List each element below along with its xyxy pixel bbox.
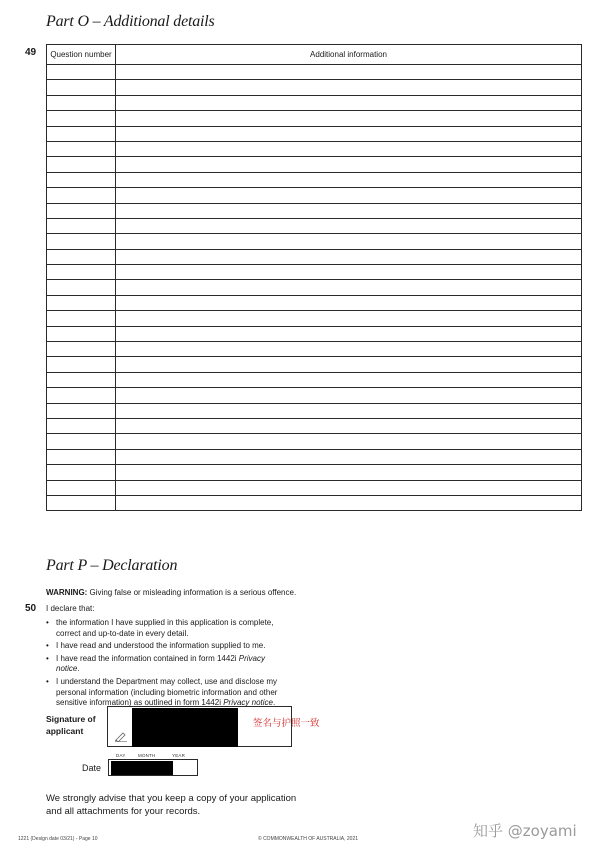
additional-information-cell[interactable]	[116, 265, 582, 280]
table-row	[47, 295, 582, 310]
privacy-notice-ref: Privacy notice	[223, 698, 273, 708]
table-row	[47, 172, 582, 187]
privacy-notice-ref: Privacy notice	[56, 653, 266, 674]
date-part-month: MONTH	[138, 753, 156, 758]
question-number-cell[interactable]	[47, 311, 116, 326]
additional-information-cell[interactable]	[116, 203, 582, 218]
additional-information-cell[interactable]	[116, 403, 582, 418]
question-number-cell[interactable]	[47, 218, 116, 233]
question-number-cell[interactable]	[47, 80, 116, 95]
additional-information-cell[interactable]	[116, 372, 582, 387]
additional-information-cell[interactable]	[116, 388, 582, 403]
table-row	[47, 403, 582, 418]
question-number-49: 49	[25, 47, 37, 58]
table-row	[47, 203, 582, 218]
table-row	[47, 388, 582, 403]
header-additional-information: Additional information	[116, 45, 582, 65]
additional-information-cell[interactable]	[116, 465, 582, 480]
additional-information-cell[interactable]	[116, 234, 582, 249]
question-number-cell[interactable]	[47, 172, 116, 187]
question-number-cell[interactable]	[47, 372, 116, 387]
table-row	[47, 357, 582, 372]
question-number-cell[interactable]	[47, 157, 116, 172]
declaration-list	[46, 618, 286, 711]
date-part-year: YEAR	[172, 753, 186, 758]
declaration-intro: I declare that:	[46, 604, 95, 613]
additional-information-cell[interactable]	[116, 295, 582, 310]
additional-information-cell[interactable]	[116, 326, 582, 341]
table-row	[47, 80, 582, 95]
additional-information-cell[interactable]	[116, 172, 582, 187]
question-number-cell[interactable]	[47, 480, 116, 495]
question-number-cell[interactable]	[47, 265, 116, 280]
additional-information-cell[interactable]	[116, 249, 582, 264]
additional-information-cell[interactable]	[116, 157, 582, 172]
question-number-cell[interactable]	[47, 234, 116, 249]
table-row	[47, 418, 582, 433]
additional-information-cell[interactable]	[116, 95, 582, 110]
part-o-title: Part O – Additional details	[46, 13, 215, 30]
table-row	[47, 265, 582, 280]
table-row	[47, 157, 582, 172]
warning-message: Giving false or misleading information is a serious offence.	[87, 588, 297, 597]
table-row	[47, 342, 582, 357]
table-row	[47, 218, 582, 233]
table-row	[47, 372, 582, 387]
additional-information-cell[interactable]	[116, 280, 582, 295]
footer-copyright: © COMMONWEALTH OF AUSTRALIA, 2021	[258, 836, 358, 842]
table-row	[47, 449, 582, 464]
additional-information-cell[interactable]	[116, 434, 582, 449]
additional-details-table	[46, 44, 582, 511]
question-number-cell[interactable]	[47, 388, 116, 403]
table-row	[47, 465, 582, 480]
question-number-cell[interactable]	[47, 95, 116, 110]
additional-information-cell[interactable]	[116, 188, 582, 203]
additional-information-cell[interactable]	[116, 65, 582, 80]
question-number-cell[interactable]	[47, 249, 116, 264]
declaration-item-2: • I have read and understood the information supplied to me.	[46, 641, 286, 652]
watermark: 知乎 @zoyami	[473, 822, 577, 840]
warning-label: WARNING:	[46, 588, 88, 597]
table-row	[47, 480, 582, 495]
question-number-cell[interactable]	[47, 465, 116, 480]
date-part-day: DAY	[116, 753, 126, 758]
question-number-cell[interactable]	[47, 357, 116, 372]
additional-information-cell[interactable]	[116, 449, 582, 464]
question-number-cell[interactable]	[47, 203, 116, 218]
additional-information-cell[interactable]	[116, 311, 582, 326]
question-number-cell[interactable]	[47, 342, 116, 357]
additional-information-cell[interactable]	[116, 357, 582, 372]
table-row	[47, 141, 582, 156]
warning-text	[46, 587, 296, 598]
part-p-title: Part P – Declaration	[46, 557, 178, 574]
additional-information-cell[interactable]	[116, 218, 582, 233]
declaration-item-3: • I have read the information contained in form 1442i Privacy notice.	[46, 654, 286, 675]
table-row	[47, 249, 582, 264]
table-row	[47, 188, 582, 203]
date-field[interactable]	[108, 759, 198, 776]
question-number-cell[interactable]	[47, 295, 116, 310]
signature-label: Signature of applicant	[46, 714, 96, 736]
additional-information-cell[interactable]	[116, 141, 582, 156]
footer-page-info: 1221 (Design date 03/21) - Page 10	[18, 836, 98, 842]
table-row	[47, 495, 582, 510]
signature-annotation: 签名与护照一致	[253, 718, 320, 729]
table-row	[47, 95, 582, 110]
table-row	[47, 111, 582, 126]
question-number-cell[interactable]	[47, 495, 116, 510]
declaration-item-1: • the information I have supplied in this application is complete, correct and up-to-date in every detail.	[46, 618, 286, 639]
additional-information-cell[interactable]	[116, 418, 582, 433]
table-row	[47, 280, 582, 295]
table-row	[47, 434, 582, 449]
table-header-row	[47, 45, 582, 65]
table-row	[47, 65, 582, 80]
redaction-block	[132, 708, 238, 747]
date-label: Date	[82, 763, 102, 773]
question-number-cell[interactable]	[47, 418, 116, 433]
table-row	[47, 311, 582, 326]
additional-information-cell[interactable]	[116, 111, 582, 126]
additional-information-cell[interactable]	[116, 342, 582, 357]
table-row	[47, 326, 582, 341]
additional-information-cell[interactable]	[116, 80, 582, 95]
record-advice: We strongly advise that you keep a copy of your application and all attachments for your records.	[46, 793, 297, 817]
question-number-cell[interactable]	[47, 434, 116, 449]
question-number-cell[interactable]	[47, 141, 116, 156]
header-question-number: Question number	[47, 45, 116, 65]
table-row	[47, 234, 582, 249]
pen-icon	[114, 730, 128, 742]
additional-information-cell[interactable]	[116, 480, 582, 495]
question-number-cell[interactable]	[47, 449, 116, 464]
table-row	[47, 126, 582, 141]
question-number-cell[interactable]	[47, 188, 116, 203]
question-number-cell[interactable]	[47, 326, 116, 341]
question-number-cell[interactable]	[47, 126, 116, 141]
question-number-cell[interactable]	[47, 403, 116, 418]
question-number-cell[interactable]	[47, 65, 116, 80]
redaction-block	[111, 761, 173, 775]
declaration-item-4: • I understand the Department may collect, use and disclose my personal information (including biometric information and other sensitive information) as outlined in form 1442i Privacy notice.	[46, 677, 286, 709]
question-number-cell[interactable]	[47, 111, 116, 126]
additional-information-cell[interactable]	[116, 126, 582, 141]
question-number-cell[interactable]	[47, 280, 116, 295]
question-number-50: 50	[25, 603, 37, 614]
additional-information-cell[interactable]	[116, 495, 582, 510]
